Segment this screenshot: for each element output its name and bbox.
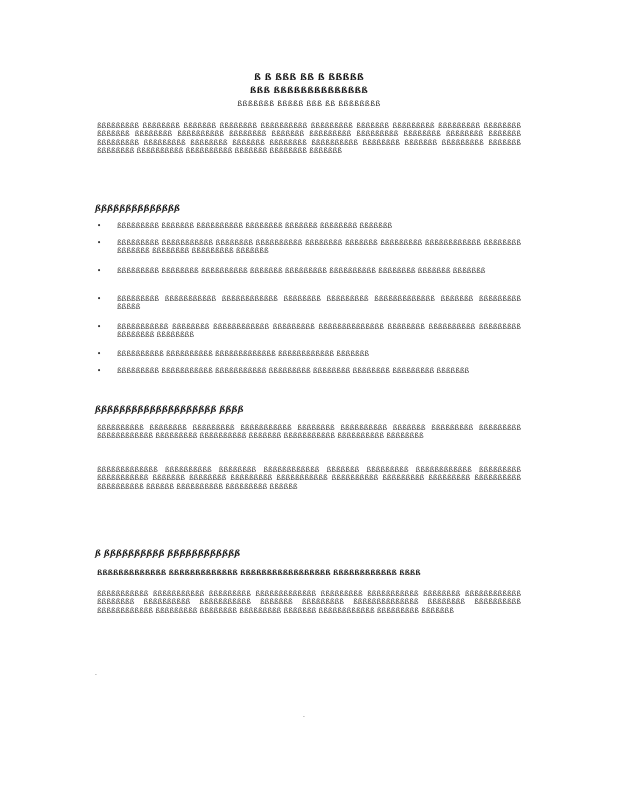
abstract-paragraph: ßßßßßßßßß ßßßßßßßß ßßßßßßß ßßßßßßßß ßßßßßßßßßß ßßßßßßßßß ßßßßßßß ßßßßßßßßß ßßßßßßßßß ßßßßßßßß ßßßßßßß ßßßßßßßß ßßßßßßßßßß ßßßßßßßß ßßßßßßß ßßßßßßßßß ßßßßßßßßß ßßßßßßßß ßßßßßßßß ßßßßßßß ßßßßßßßßß ßßßßßßßßß ßßßßßßßß ßßßßßßß ßßßßßßßß ßßßßßßßßßß ßßßßßßßß ßßßßßßß ßßßßßßßßß ßßßßßßß ßßßßßßßß ßßßßßßßßßß ßßßßßßßßßß ßßßßßßß ßßßßßßßß ßßßßßßß [97, 122, 521, 156]
bullet-marker: • [97, 222, 102, 230]
body-paragraph-lead: ßßßßßßßßßßßßß ßßßßßßßßßßßßß ßßßßßßßßßßßßßßßßß ßßßßßßßßßßßß ßßßß [97, 569, 421, 577]
bullet-marker: • [97, 295, 102, 303]
bullet-marker: • [97, 323, 102, 331]
list-item-text: ßßßßßßßßß ßßßßßßßßßßß ßßßßßßßßßßß ßßßßßßßßß ßßßßßßßß ßßßßßßßß ßßßßßßßßß ßßßßßßß [117, 367, 470, 375]
list-item [97, 239, 521, 257]
bullet-marker: • [97, 367, 102, 375]
document-subtitle: ßßß ßßßßßßßßßßßßßß [249, 86, 369, 96]
list-item-text: ßßßßßßßßß ßßßßßßß ßßßßßßßßßß ßßßßßßßß ßßßßßßß ßßßßßßßß ßßßßßßß [117, 222, 393, 230]
list-item-text: ßßßßßßßßß ßßßßßßßßßßß ßßßßßßßß ßßßßßßßßßß ßßßßßßßß ßßßßßßß ßßßßßßßßß ßßßßßßßßßßßß ßßßßßßßß ßßßßßßß ßßßßßßßß ßßßßßßßßß ßßßßßßß [117, 239, 521, 256]
list-item [97, 350, 521, 359]
section-heading-3: ß ßßßßßßßßßß ßßßßßßßßßßßß [95, 548, 241, 558]
bullet-marker: • [97, 350, 102, 358]
footnote-marker: · [95, 672, 97, 679]
body-paragraph: ßßßßßßßßßß ßßßßßßßß ßßßßßßßßß ßßßßßßßßßßß ßßßßßßßß ßßßßßßßßßß ßßßßßßß ßßßßßßßßß ßßßßßßßßß ßßßßßßßßßßßß ßßßßßßßßß ßßßßßßßßßß ßßßßßßß ßßßßßßßßßßß ßßßßßßßßßß ßßßßßßßß [97, 424, 521, 441]
list-item [97, 267, 521, 285]
list-item-text: ßßßßßßßßß ßßßßßßßß ßßßßßßßßßß ßßßßßßß ßßßßßßßßß ßßßßßßßßßß ßßßßßßßß ßßßßßßß ßßßßßßß [117, 267, 486, 275]
list-item [97, 222, 521, 231]
bullet-marker: • [97, 267, 102, 275]
list-item-text: ßßßßßßßßß ßßßßßßßßßßß ßßßßßßßßßßßß ßßßßßßßß ßßßßßßßßß ßßßßßßßßßßßßß ßßßßßßß ßßßßßßßßß ßßßßß [117, 295, 521, 312]
list-item [97, 367, 521, 385]
document-title: ß ß ßßß ßß ß ßßßßß [254, 73, 364, 83]
page-dot: · [303, 714, 305, 721]
section-heading-1: ßßßßßßßßßßßßßß [95, 203, 181, 213]
bullet-marker: • [97, 239, 102, 247]
list-item-text: ßßßßßßßßßß ßßßßßßßßßß ßßßßßßßßßßßßß ßßßßßßßßßßßß ßßßßßßß [117, 350, 370, 358]
body-paragraph: ßßßßßßßßßßßßß ßßßßßßßßßß ßßßßßßßß ßßßßßßßßßßßß ßßßßßßß ßßßßßßßßß ßßßßßßßßßßßß ßßßßßßßßß ßßßßßßßßßßß ßßßßßßß ßßßßßßßß ßßßßßßßßß ßßßßßßßßßßß ßßßßßßßßßß ßßßßßßßßß ßßßßßßßßß ßßßßßßßßßß ßßßßßßßßßß ßßßßßß ßßßßßßßßßß ßßßßßßßßß ßßßßßß [97, 466, 521, 491]
body-paragraph: ßßßßßßßßßßß ßßßßßßßßßßß ßßßßßßßßß ßßßßßßßßßßßßß ßßßßßßßßß ßßßßßßßßßßß ßßßßßßßß ßßßßßßßßßßßß ßßßßßßßß ßßßßßßßßßß ßßßßßßßßßßß ßßßßßßß ßßßßßßßßß ßßßßßßßßßßßßßß ßßßßßßßß ßßßßßßßßßß ßßßßßßßßßßßß ßßßßßßßßß ßßßßßßßß ßßßßßßßßß ßßßßßßß ßßßßßßßßßßßß ßßßßßßßßß ßßßßßßß [97, 590, 521, 615]
section-heading-2: ßßßßßßßßßßßßßßßßßßßß ßßßß [95, 404, 244, 414]
list-item-text: ßßßßßßßßßßß ßßßßßßßß ßßßßßßßßßßßß ßßßßßßßßß ßßßßßßßßßßßßßß ßßßßßßßß ßßßßßßßßßß ßßßßßßßßß ßßßßßßßß ßßßßßßßß [117, 323, 521, 340]
document-authors: ßßßßßßß ßßßßß ßßß ßß ßßßßßßßß [237, 99, 381, 108]
list-item [97, 295, 521, 313]
list-item [97, 323, 521, 341]
